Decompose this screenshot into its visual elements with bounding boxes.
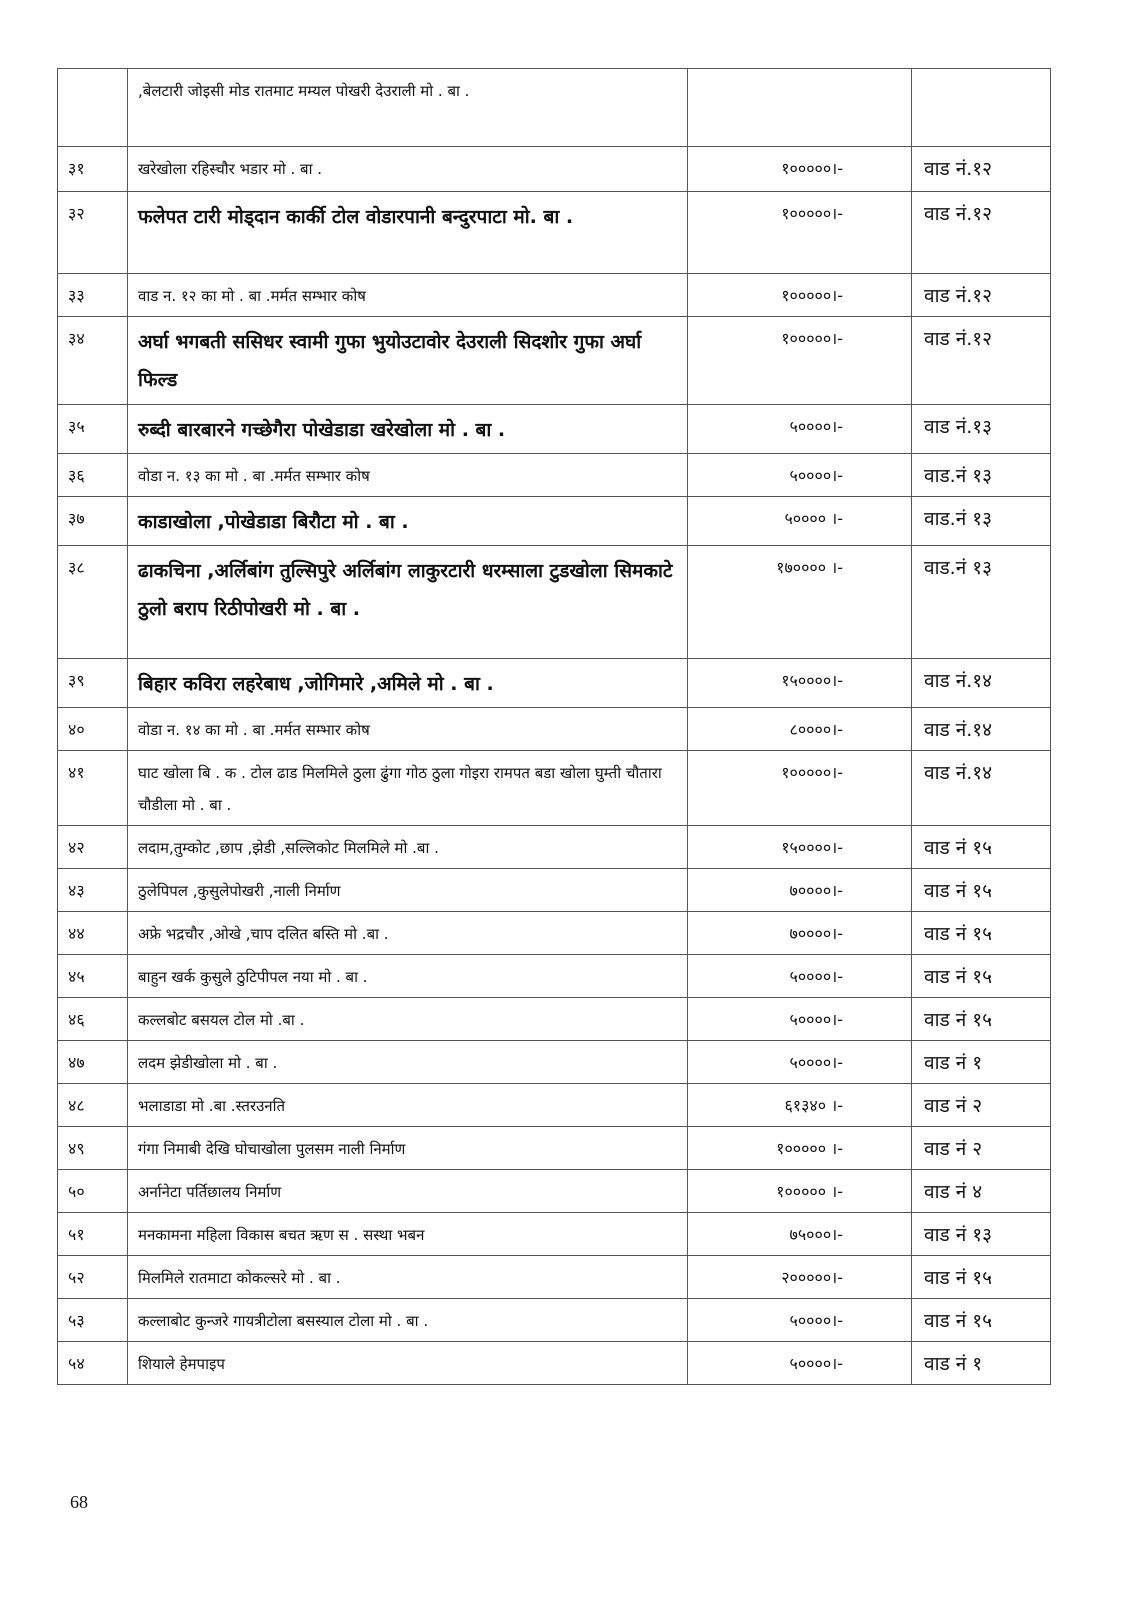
- row-amount: ७५०००।-: [688, 1213, 912, 1256]
- table-row: [58, 1127, 1051, 1170]
- row-amount: १५००००।-: [688, 826, 912, 869]
- row-number: ४५: [58, 955, 128, 998]
- budget-table: [57, 68, 1051, 1385]
- row-description: कल्लबोट बसयल टोल मो .बा .: [128, 998, 688, 1041]
- row-amount: ७००००।-: [688, 869, 912, 912]
- row-description: रुब्दी बारबारने गच्छेगैरा पोखेडाडा खरेखोला मो . बा .: [128, 405, 688, 454]
- row-ward: वाड.नं १३: [912, 546, 1051, 659]
- table-row: [58, 1299, 1051, 1342]
- row-number: ४८: [58, 1084, 128, 1127]
- table-row: [58, 659, 1051, 708]
- table-row: [58, 147, 1051, 192]
- table-row: [58, 1041, 1051, 1084]
- table-row: [58, 1084, 1051, 1127]
- row-amount: १०००००।-: [688, 274, 912, 317]
- page-number: 68: [70, 1492, 88, 1512]
- row-description: घाट खोला बि . क . टोल ढाड मिलमिले ठुला ढुंगा गोठ ठुला गोइरा रामपत बडा खोला घुम्ती चौतारा चौडीला मो . बा .: [128, 751, 688, 826]
- row-amount: ५००००।-: [688, 1041, 912, 1084]
- table-row: [58, 192, 1051, 274]
- row-amount: ८००००।-: [688, 708, 912, 751]
- row-ward: वाड नं २: [912, 1127, 1051, 1170]
- row-ward: वाड नं १५: [912, 1256, 1051, 1299]
- table-row: [58, 869, 1051, 912]
- row-ward: वाड नं १५: [912, 912, 1051, 955]
- row-number: ४६: [58, 998, 128, 1041]
- row-amount: २०००००।-: [688, 1256, 912, 1299]
- row-ward: वाड नं.१४: [912, 751, 1051, 826]
- row-number: ३१: [58, 147, 128, 192]
- row-description: अफ्रे भद्रचौर ,ओखे ,चाप दलित बस्ति मो .बा .: [128, 912, 688, 955]
- row-number: ३७: [58, 497, 128, 546]
- table-row: [58, 1342, 1051, 1385]
- row-number: ५३: [58, 1299, 128, 1342]
- row-description: ढाकचिना ,अर्लिबांग तुल्सिपुरे अर्लिबांग लाकुरटारी धरम्साला टुडखोला सिमकाटे ठुलो बराप रिठीपोखरी मो . बा .: [128, 546, 688, 659]
- row-number: ४०: [58, 708, 128, 751]
- row-description: लदम झेडीखोला मो . बा .: [128, 1041, 688, 1084]
- row-amount: ५००००।-: [688, 454, 912, 497]
- budget-table-body: [58, 69, 1051, 1385]
- row-ward: वाड नं.१२: [912, 317, 1051, 405]
- row-ward: वाड नं.१२: [912, 147, 1051, 192]
- row-number: ४२: [58, 826, 128, 869]
- row-number: ४७: [58, 1041, 128, 1084]
- table-row: [58, 708, 1051, 751]
- table-row: [58, 274, 1051, 317]
- row-amount: १००००० ।-: [688, 1127, 912, 1170]
- table-row: [58, 955, 1051, 998]
- row-description: कल्लाबोट कुन्जरे गायत्रीटोला बसस्याल टोला मो . बा .: [128, 1299, 688, 1342]
- row-number: [58, 69, 128, 147]
- row-number: ३२: [58, 192, 128, 274]
- row-description: वाड न. १२ का मो . बा .मर्मत सम्भार कोष: [128, 274, 688, 317]
- row-ward: वाड नं.१२: [912, 274, 1051, 317]
- row-ward: वाड नं १५: [912, 1299, 1051, 1342]
- row-amount: १०००००।-: [688, 317, 912, 405]
- row-amount: ५००००।-: [688, 955, 912, 998]
- row-number: ५२: [58, 1256, 128, 1299]
- row-number: ५४: [58, 1342, 128, 1385]
- row-ward: वाड नं १३: [912, 1213, 1051, 1256]
- row-description: मनकामना महिला विकास बचत ऋण स . सस्था भबन: [128, 1213, 688, 1256]
- row-description: अर्नानेटा पर्तिछालय निर्माण: [128, 1170, 688, 1213]
- row-amount: ७००००।-: [688, 912, 912, 955]
- row-amount: १००००० ।-: [688, 1170, 912, 1213]
- row-ward: वाड नं १: [912, 1342, 1051, 1385]
- row-amount: १०००००।-: [688, 147, 912, 192]
- row-description: खरेखोला रहिस्चौर भडार मो . बा .: [128, 147, 688, 192]
- row-amount: [688, 69, 912, 147]
- row-description: शियाले हेमपाइप: [128, 1342, 688, 1385]
- row-number: ४४: [58, 912, 128, 955]
- row-amount: ५०००० ।-: [688, 497, 912, 546]
- table-row: [58, 1213, 1051, 1256]
- row-ward: [912, 69, 1051, 147]
- row-number: ५१: [58, 1213, 128, 1256]
- row-description: ठुलेपिपल ,कुसुलेपोखरी ,नाली निर्माण: [128, 869, 688, 912]
- row-description: काडाखोला ,पोखेडाडा बिरौटा मो . बा .: [128, 497, 688, 546]
- row-ward: वाड नं २: [912, 1084, 1051, 1127]
- row-number: ५०: [58, 1170, 128, 1213]
- table-row: [58, 998, 1051, 1041]
- table-row: [58, 454, 1051, 497]
- row-ward: वाड नं.१४: [912, 708, 1051, 751]
- table-row: [58, 1170, 1051, 1213]
- table-row: [58, 751, 1051, 826]
- row-description: फलेपत टारी मोड्दान कार्की टोल वोडारपानी बन्दुरपाटा मो. बा .: [128, 192, 688, 274]
- table-row: [58, 912, 1051, 955]
- table-row: [58, 546, 1051, 659]
- row-number: ३५: [58, 405, 128, 454]
- row-amount: १०००००।-: [688, 192, 912, 274]
- row-number: ४९: [58, 1127, 128, 1170]
- row-number: ३३: [58, 274, 128, 317]
- row-description: वोडा न. १३ का मो . बा .मर्मत सम्भार कोष: [128, 454, 688, 497]
- row-amount: ५००००।-: [688, 1342, 912, 1385]
- row-ward: वाड.नं १३: [912, 497, 1051, 546]
- row-amount: ६१३४० ।-: [688, 1084, 912, 1127]
- row-amount: ५००००।-: [688, 998, 912, 1041]
- row-ward: वाड नं १५: [912, 869, 1051, 912]
- row-description: ,बेलटारी जोइसी मोड रातमाट मम्यल पोखरी देउराली मो . बा .: [128, 69, 688, 147]
- row-ward: वाड नं ४: [912, 1170, 1051, 1213]
- row-amount: १५००००।-: [688, 659, 912, 708]
- row-ward: वाड नं.१३: [912, 405, 1051, 454]
- row-number: ३९: [58, 659, 128, 708]
- row-description: अर्घा भगबती ससिधर स्वामी गुफा भुयोउटावोर देउराली सिदशोर गुफा अर्घा फिल्ड: [128, 317, 688, 405]
- table-row: [58, 826, 1051, 869]
- row-ward: वाड.नं १३: [912, 454, 1051, 497]
- table-row: [58, 405, 1051, 454]
- row-description: बाहुन खर्क कुसुले ठुटिपीपल नया मो . बा .: [128, 955, 688, 998]
- table-row: [58, 317, 1051, 405]
- table-row: [58, 69, 1051, 147]
- row-number: ३६: [58, 454, 128, 497]
- table-row: [58, 1256, 1051, 1299]
- row-amount: ५००००।-: [688, 1299, 912, 1342]
- row-ward: वाड नं.१२: [912, 192, 1051, 274]
- row-description: गंगा निमाबी देखि घोचाखोला पुलसम नाली निर्माण: [128, 1127, 688, 1170]
- row-number: ४३: [58, 869, 128, 912]
- row-ward: वाड नं १५: [912, 955, 1051, 998]
- row-description: भलाडाडा मो .बा .स्तरउनति: [128, 1084, 688, 1127]
- row-description: वोडा न. १४ का मो . बा .मर्मत सम्भार कोष: [128, 708, 688, 751]
- row-amount: १७०००० ।-: [688, 546, 912, 659]
- row-ward: वाड नं.१४: [912, 659, 1051, 708]
- row-amount: ५००००।-: [688, 405, 912, 454]
- table-row: [58, 497, 1051, 546]
- row-ward: वाड नं १५: [912, 998, 1051, 1041]
- row-amount: १०००००।-: [688, 751, 912, 826]
- row-description: लदाम,तुम्कोट ,छाप ,झेडी ,सल्लिकोट मिलमिले मो .बा .: [128, 826, 688, 869]
- row-description: बिहार कविरा लहरेबाध ,जोगिमारे ,अमिले मो . बा .: [128, 659, 688, 708]
- row-ward: वाड नं १५: [912, 826, 1051, 869]
- row-description: मिलमिले रातमाटा कोकल्सरे मो . बा .: [128, 1256, 688, 1299]
- row-number: ३८: [58, 546, 128, 659]
- row-ward: वाड नं १: [912, 1041, 1051, 1084]
- row-number: ४१: [58, 751, 128, 826]
- row-number: ३४: [58, 317, 128, 405]
